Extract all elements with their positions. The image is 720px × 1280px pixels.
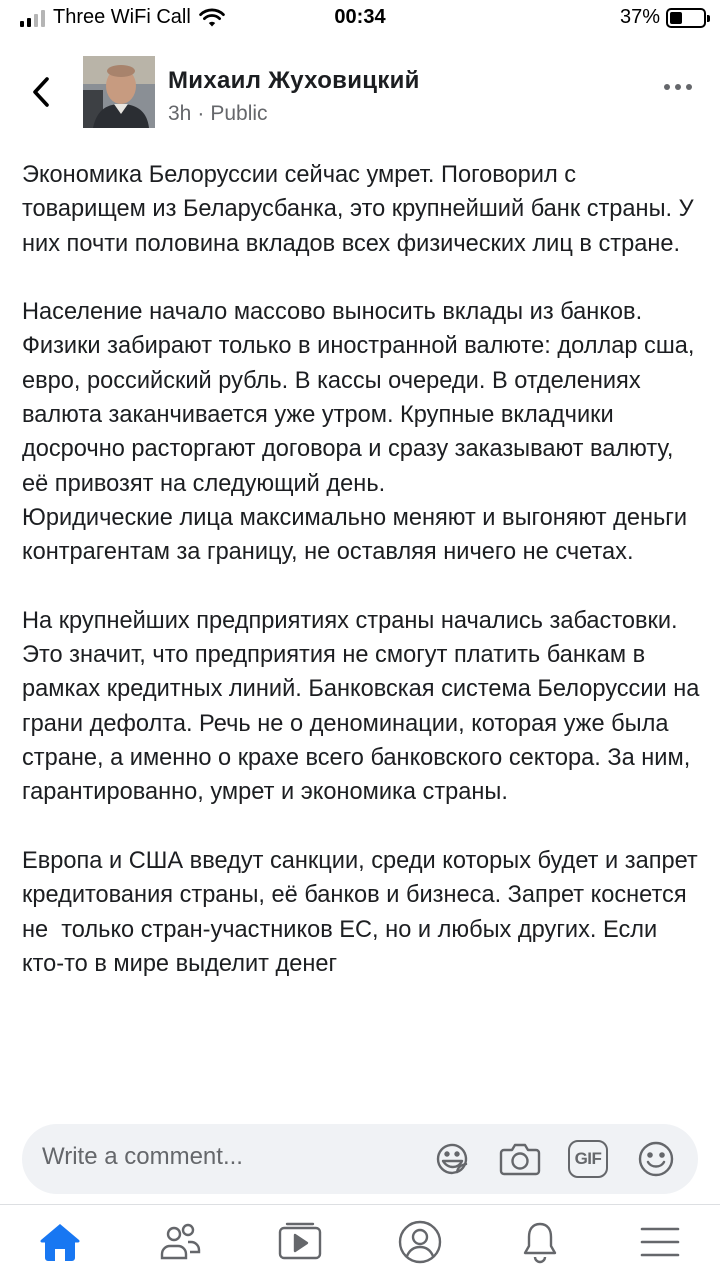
meta-separator: · (197, 102, 205, 125)
comment-input[interactable] (42, 1143, 432, 1171)
nav-menu[interactable] (630, 1217, 690, 1267)
post-paragraph: Население начало массово выносить вклады из банков. Физики забирают только в иностранной валюте: доллар сша, евро, российский рубль. В кассы очереди. В отделениях валюта заканчивается уже утром. Крупные вкладчики досрочно расторгают договора и сразу заказывают валюту, её привозят на следующий день. Юридические лица максимально меняют и выгоняют деньги контрагентам за границу, не оставляя ничего не счетах. (22, 299, 695, 566)
comment-box[interactable] (22, 1124, 698, 1194)
nav-profile[interactable] (390, 1217, 450, 1267)
carrier-label: Three WiFi Call (53, 6, 191, 28)
battery-level (670, 12, 682, 24)
post-time[interactable]: 3h (168, 102, 192, 125)
friends-icon (158, 1222, 202, 1262)
post-audience: Public (210, 102, 268, 125)
post-paragraph: На крупнейших предприятиях страны начались забастовки. Это значит, что предприятия не смогут платить банкам в рамках кредитных линий. Банковская система Белоруссии на грани дефолта. Речь не о деноминации, которая уже была стране, а именно о крахе всего банковского сектора. За ним, гарантированно, умрет и экономика страны. (22, 607, 706, 806)
battery-percent: 37% (619, 6, 660, 28)
sticker-icon[interactable] (430, 1137, 474, 1181)
gif-icon[interactable] (566, 1137, 610, 1181)
status-time: 00:34 (334, 6, 386, 28)
nav-watch[interactable] (270, 1217, 330, 1267)
bottom-nav (0, 1205, 720, 1280)
status-bar (0, 0, 720, 40)
watch-icon (277, 1222, 323, 1262)
chevron-left-icon (31, 76, 51, 108)
post-meta (168, 102, 268, 126)
author-name[interactable]: Михаил Жуховицкий (168, 67, 420, 94)
notifications-icon (520, 1220, 560, 1264)
home-icon (38, 1221, 82, 1263)
camera-icon[interactable] (498, 1137, 542, 1181)
avatar[interactable] (83, 56, 155, 128)
comment-icons (430, 1137, 678, 1181)
post-paragraph: Европа и США введут санкции, среди которых будет и запрет кредитования страны, её банков и бизнеса. Запрет коснется не только стран-участников ЕС, но и любых других. Если кто-то в мире выделит денег (22, 847, 705, 977)
post-header (0, 52, 720, 132)
post-body (22, 158, 706, 1115)
profile-icon (397, 1219, 443, 1265)
comment-bar (0, 1120, 720, 1200)
nav-friends[interactable] (150, 1217, 210, 1267)
dot (675, 84, 681, 90)
menu-icon (640, 1226, 680, 1258)
post-paragraph: Экономика Белоруссии сейчас умрет. Поговорил с товарищем из Беларусбанка, это крупнейший банк страны. У них почти половина вкладов всех физических лиц в стране. (22, 162, 701, 257)
nav-notifications[interactable] (510, 1217, 570, 1267)
dot (686, 84, 692, 90)
battery-icon (666, 8, 706, 28)
back-button[interactable] (26, 72, 56, 112)
more-options-button[interactable] (664, 84, 692, 90)
dot (664, 84, 670, 90)
text-fade-overlay (0, 1080, 720, 1116)
gif-label: GIF (568, 1140, 608, 1178)
nav-home[interactable] (30, 1217, 90, 1267)
emoji-icon[interactable] (634, 1137, 678, 1181)
status-right (620, 6, 706, 29)
